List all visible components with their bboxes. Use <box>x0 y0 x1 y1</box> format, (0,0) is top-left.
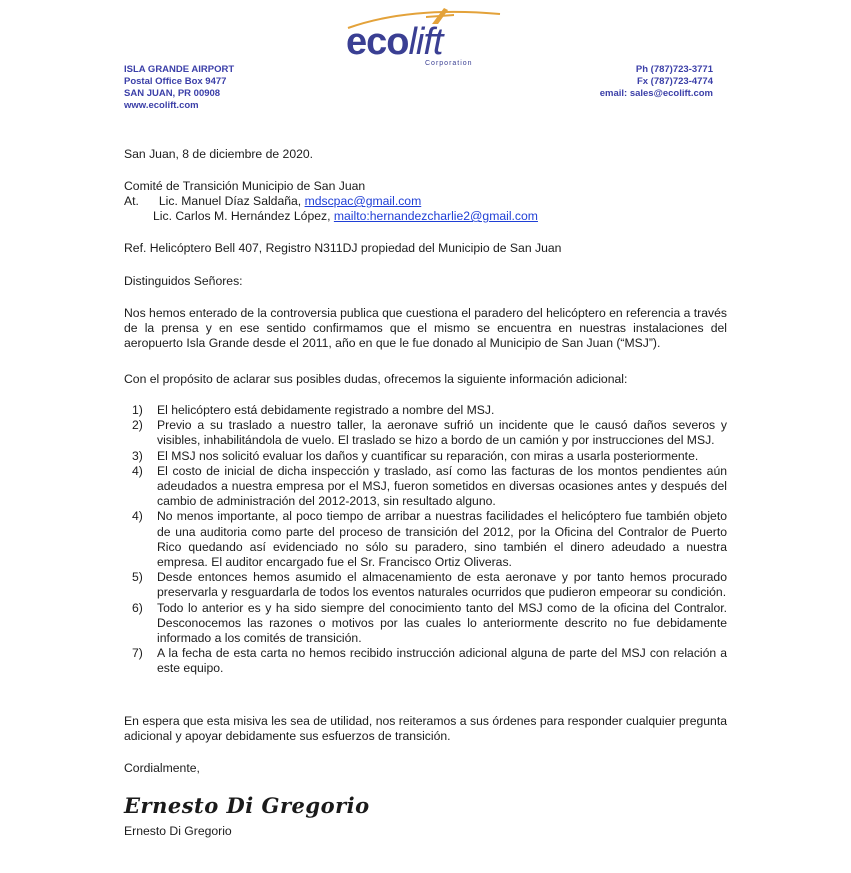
list-text: A la fecha de esta carta no hemos recibido instrucción adicional alguna de parte del MSJ con relación a este equipo. <box>157 646 727 676</box>
recipient-line: Comité de Transición Municipio de San Juan <box>124 179 366 193</box>
attn1-email-link[interactable]: mdscpac@gmail.com <box>304 194 422 208</box>
list-number: 4) <box>132 463 143 478</box>
logo-subtitle: Corporation <box>425 60 473 67</box>
list-text: El MSJ nos solicitó evaluar los daños y cuantificar su reparación, con miras a usarla posteriormente. <box>157 448 699 463</box>
list-item <box>124 570 727 600</box>
address-line: SAN JUAN, PR 00908 <box>124 88 221 99</box>
ecolift-logo <box>340 4 510 70</box>
list-item <box>124 646 727 676</box>
attn2-email-link[interactable]: mailto:hernandezcharlie2@gmail.com <box>333 209 538 223</box>
list-number: 6) <box>132 600 143 615</box>
list-item <box>124 464 727 510</box>
company-contact <box>600 64 713 100</box>
signer-name: Ernesto Di Gregorio <box>124 824 232 838</box>
info-list <box>124 403 727 677</box>
list-text: Todo lo anterior es y ha sido siempre del conocimiento tanto del MSJ como de la oficina del Contralor. Desconocemos las razones o motivos por las cuales lo anteriormente descrito no fue debidamente informado a los comités de transición. <box>157 600 727 646</box>
reference-line: Ref. Helicóptero Bell 407, Registro N311DJ propiedad del Municipio de San Juan <box>124 241 562 255</box>
list-number: 1) <box>132 403 143 417</box>
list-item <box>124 509 727 570</box>
list-item <box>124 601 727 647</box>
logo-eco: eco <box>346 21 409 63</box>
list-item <box>124 403 727 418</box>
list-number: 4) <box>132 509 143 524</box>
attn2-name: Lic. Carlos M. Hernández López, <box>153 209 334 223</box>
list-text: El costo de inicial de dicha inspección y traslado, así como las facturas de los montos pendientes aún adeudados a nuestra empresa por el MSJ, fueron sometidos en diversas ocasiones antes y después del cambio de administración del 2012-2013, sin resultado alguno. <box>157 463 727 509</box>
email-line[interactable]: email: sales@ecolift.com <box>599 88 713 99</box>
address-line: Postal Office Box 9477 <box>124 76 227 87</box>
logo-wordmark <box>346 22 442 62</box>
list-text: Previo a su traslado a nuestro taller, la aeronave sufrió un incidente que le causó daños severos y visibles, inhabilitándola de vuelo. El traslado se hizo a bordo de un camión y por instrucciones del MSJ. <box>157 418 727 448</box>
attn1-name: Lic. Manuel Díaz Saldaña, <box>158 194 305 208</box>
list-number: 2) <box>132 418 143 433</box>
attn-line-1 <box>124 194 727 209</box>
salutation: Distinguidos Señores: <box>124 274 243 288</box>
phone-line: Ph (787)723-3771 <box>635 64 713 75</box>
paragraph-intro: Nos hemos enterado de la controversia publica que cuestiona el paradero del helicóptero en referencia a través de la prensa y en ese sentido confirmamos que el mismo se encuentra en nuestras instalaciones del aeropuerto Isla Grande desde el 2011, año en que le fue donado al Municipio de San Juan (“MSJ”). <box>124 306 727 350</box>
list-item <box>124 449 727 464</box>
attn-line-2 <box>153 209 756 224</box>
list-text: El helicóptero está debidamente registrado a nombre del MSJ. <box>157 403 495 417</box>
fax-line: Fx (787)723-4774 <box>636 76 713 87</box>
company-address <box>124 64 234 112</box>
list-text: No menos importante, al poco tiempo de arribar a nuestras facilidades el helicóptero fue también objeto de una auditoria como parte del proceso de transición del 2012, por la Oficina del Contralor de Puerto Rico quedando así evidenciado no sólo su paradero, sino también el dinero adeudado a nuestra empresa. El auditor encargado fue el Sr. Francisco Ortiz Oliveras. <box>157 509 727 570</box>
date-line: San Juan, 8 de diciembre de 2020. <box>124 147 314 161</box>
paragraph-purpose: Con el propósito de aclarar sus posibles dudas, ofrecemos la siguiente información adicional: <box>124 372 628 386</box>
logo-lift: lift <box>408 21 443 63</box>
handwritten-signature: Ernesto Di Gregorio <box>124 793 370 818</box>
closing: Cordialmente, <box>124 761 200 775</box>
list-text: Desde entonces hemos asumido el almacenamiento de esta aeronave y por tanto hemos procurado preservarla y resguardarla de todos los eventos naturales ocurridos que pudieron empeorar su condición. <box>157 570 727 600</box>
paragraph-closing: En espera que esta misiva les sea de utilidad, nos reiteramos a sus órdenes para responder cualquier pregunta adicional y apoyar debidamente sus esfuerzos de transición. <box>124 714 727 743</box>
list-item <box>124 418 727 448</box>
list-number: 5) <box>132 570 143 585</box>
list-number: 7) <box>132 646 143 661</box>
attn-label: At. <box>124 194 139 208</box>
list-number: 3) <box>132 448 143 463</box>
website-link[interactable]: www.ecolift.com <box>124 100 199 111</box>
address-line: ISLA GRANDE AIRPORT <box>124 64 235 75</box>
